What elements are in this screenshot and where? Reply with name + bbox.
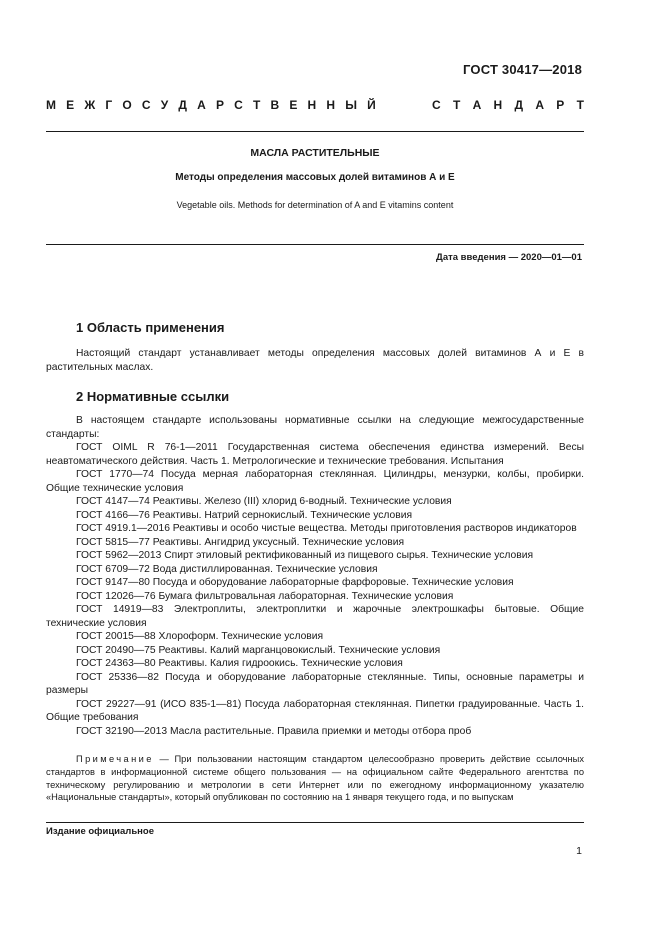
header-divider (46, 131, 584, 132)
reference-item: ГОСТ 20015—88 Хлороформ. Технические условия (76, 631, 324, 642)
reference-item: ГОСТ 9147—80 Посуда и оборудование лабораторные фарфоровые. Технические условия (76, 577, 514, 588)
note-text: — При пользовании настоящим стандартом целесообразно проверить действие ссылочных стандартов в информационной системе общего пользования — на официальном сайте Федерального агентства по техническому регулированию и метрологии в сети Интернет или по ежегодному информационному указателю «Национальные стандарты», который опубликован по состоянию на 1 января текущего года, и по выпускам (46, 754, 584, 803)
reference-item: ГОСТ 5962—2013 Спирт этиловый ректификованный из пищевого сырья. Технические условия (76, 550, 534, 561)
document-subtitle: Методы определения массовых долей витаминов А и Е (175, 172, 455, 183)
reference-item: ГОСТ 1770—74 Посуда мерная лабораторная стеклянная. Цилиндры, мензурки, колбы, пробирки. Общие технические условия (46, 469, 584, 494)
note-label: Примечание (76, 754, 154, 764)
scope-paragraph: Настоящий стандарт устанавливает методы определения массовых долей витаминов А и Е в растительных маслах. (46, 348, 584, 373)
footer-divider (46, 822, 584, 823)
reference-item: ГОСТ 14919—83 Электроплиты, электроплитки и жарочные электрошкафы бытовые. Общие технические условия (46, 604, 584, 629)
scope-text (46, 347, 584, 374)
reference-item: ГОСТ 29227—91 (ИСО 835-1—81) Посуда лабораторная стеклянная. Пипетки градуированные. Часть 1. Общие требования (46, 698, 584, 723)
note-paragraph (46, 753, 584, 804)
banner-word-standard: С Т А Н Д А Р Т (432, 98, 584, 112)
page-number: 1 (576, 845, 582, 857)
reference-item: ГОСТ 5815—77 Реактивы. Ангидрид уксусный. Технические условия (76, 536, 405, 548)
reference-item: ГОСТ 25336—82 Посуда и оборудование лабораторные стеклянные. Типы, основные параметры и размеры (46, 671, 584, 696)
reference-item: ГОСТ 4147—74 Реактивы. Железо (III) хлорид 6-водный. Технические условия (76, 496, 452, 507)
section-heading-references: 2 Нормативные ссылки (76, 389, 230, 404)
references-list (46, 414, 584, 738)
official-edition-label: Издание официальное (46, 826, 154, 837)
reference-item: ГОСТ 6709—72 Вода дистиллированная. Технические условия (76, 563, 378, 575)
references-intro: В настоящем стандарте использованы нормативные ссылки на следующие межгосударственные стандарты: (46, 415, 584, 440)
section-heading-scope: 1 Область применения (76, 320, 225, 335)
english-title: Vegetable oils. Methods for determination of A and E vitamins content (176, 200, 454, 210)
reference-item: ГОСТ OIML R 76-1—2011 Государственная система обеспечения единства измерений. Весы неавтоматического действия. Часть 1. Метрологические и технические требования. Испытания (46, 442, 584, 467)
document-title: МАСЛА РАСТИТЕЛЬНЫЕ (250, 147, 380, 159)
title-divider (46, 244, 584, 245)
standard-type-banner (46, 98, 584, 112)
reference-item: ГОСТ 4919.1—2016 Реактивы и особо чистые вещества. Методы приготовления растворов индикаторов (76, 523, 577, 534)
reference-item: ГОСТ 12026—76 Бумага фильтровальная лабораторная. Технические условия (76, 590, 454, 602)
reference-item: ГОСТ 32190—2013 Масла растительные. Правила приемки и методы отбора проб (76, 725, 472, 737)
reference-item: ГОСТ 20490—75 Реактивы. Калий марганцовокислый. Технические условия (76, 644, 441, 656)
banner-word-interstate: М Е Ж Г О С У Д А Р С Т В Е Н Н Ы Й (46, 98, 376, 112)
reference-item: ГОСТ 4166—76 Реактивы. Натрий сернокислый. Технические условия (76, 509, 413, 521)
introduction-date: Дата введения — 2020—01—01 (436, 252, 582, 263)
reference-item: ГОСТ 24363—80 Реактивы. Калия гидроокись. Технические условия (76, 658, 403, 669)
document-code: ГОСТ 30417—2018 (463, 62, 582, 77)
